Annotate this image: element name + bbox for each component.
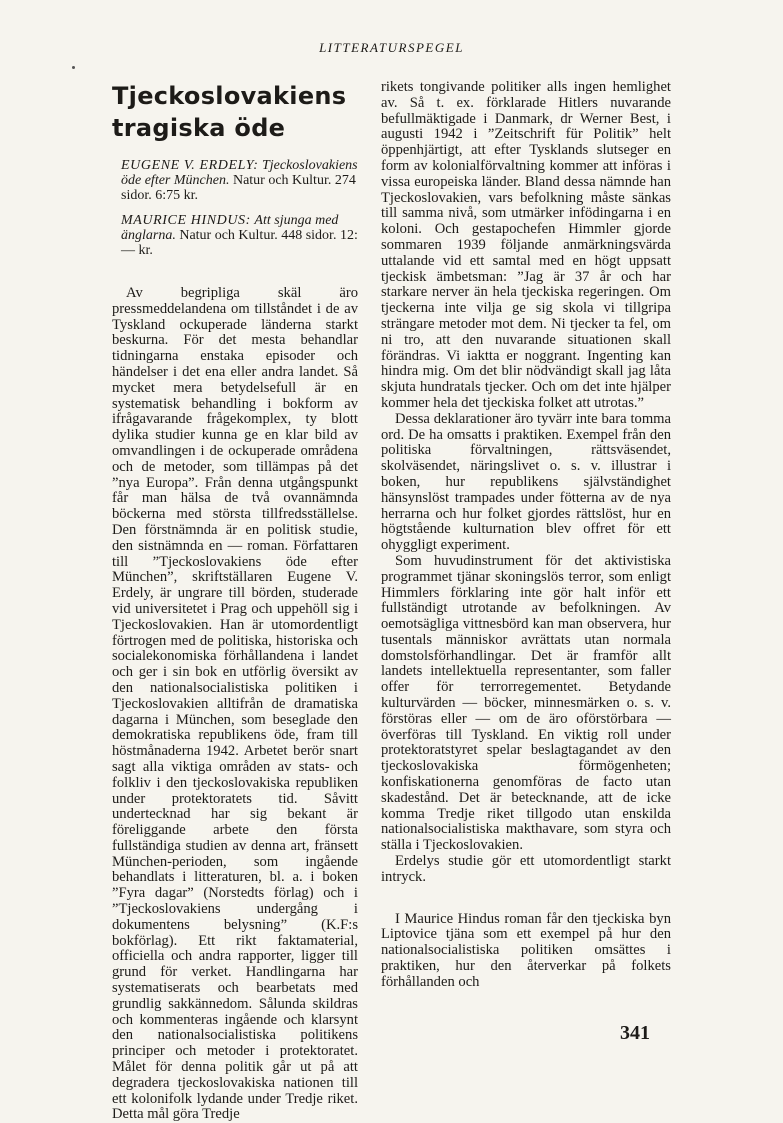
review-book-title: Tjeckoslovakiens öde efter München. bbox=[121, 158, 358, 188]
review-reference-2 bbox=[112, 213, 358, 258]
title-line-2: tragiska öde bbox=[112, 114, 286, 142]
page-number: 341 bbox=[620, 1022, 650, 1044]
body-paragraph: Som huvudinstrument för det aktivistiska programmet tjänar skoningslös terror, som enligt Himmlers förklaring inte gör halt inför ett fullständigt utrotande av befolkningen. Av oemotsägliga vittnesbörd kan man observera, hur tusentals människor avrättats utan normala domstolsförhandlingar. Det är framför allt landets intellektuella representanter, som faller offer för terrorregementet. Betydande kulturvärden — böcker, minnesmärken o. s. v. förstöras eller — om de äro oförstörbara — överföras till Tyskland. En viktig roll under protektoratstyret spelar beslagtagandet av den tjeckoslovakiska förmögenheten; konfiskationerna genomföras de facto utan skadestånd. Det är betecknande, att de icke komma Tredje riket tillgodo utan enskilda nationalsocialistiska makthavare, som styra och ställa i Tjeckoslovakien. bbox=[381, 552, 671, 854]
review-author: MAURICE HINDUS: bbox=[121, 213, 251, 228]
running-head: LITTERATURSPEGEL bbox=[319, 40, 464, 55]
review-details: Natur och Kultur. 274 sidor. 6:75 kr. bbox=[121, 173, 356, 203]
body-paragraph: I Maurice Hindus roman får den tjeckiska byn Liptovice tjäna som ett exempel på hur den nationalsocialistiska politiken omsättes i praktiken, hur den återverkar på folkets förhållanden och bbox=[381, 910, 671, 990]
review-author: EUGENE V. ERDELY: bbox=[121, 158, 259, 173]
print-speck bbox=[72, 66, 75, 69]
left-column bbox=[112, 80, 358, 1123]
body-paragraph: Erdelys studie gör ett utomordentligt starkt intryck. bbox=[381, 853, 671, 885]
right-column bbox=[381, 80, 671, 991]
body-paragraph: Av begripliga skäl äro pressmeddelandena om tillståndet i de av Tyskland ockuperade länderna starkt beskurna. För det mesta behandlar tidningarna enstaka episoder och händelser i det ena eller andra landet. Så mycket mera betydelsefull är en systematisk behandling i bokform av ifrågavarande frågekomplex, ty blott dylika studier kunna ge en klar bild av omvandlingen i de ockuperade områdena och de metoder, som tillämpas på det ”nya Europa”. Från denna utgångspunkt får man hälsa de två ovannämnda böckerna med största tillfredsställelse. Den förstnämnda är en politisk studie, den sistnämnda en — roman. Författaren till ”Tjeckoslovakiens öde efter München”, skriftställaren Eugene V. Erdely, är ungrare till börden, studerade vid universitetet i Prag och uppehöll sig i Tjeckoslovakien. Han är utomordentligt förtrogen med de politiska, historiska och socialekonomiska förhållandena i landet och ger i sin bok en utförlig översikt av den nationalsocialistiska politiken i Tjeckoslovakien alltifrån de dramatiska dagarna i München, som beseglade den demokratiska republikens öde, fram till höstmånaderna 1942. Arbetet berör snart sagt alla viktiga områden av stats- och folkliv i den tjeckoslovakiska republiken under protektoratets tid. Såvitt undertecknad har sig bekant är föreliggande arbete den första fullständiga studien av denna art, fränsett München-perioden, som ingående behandlats i litteraturen, bl. a. i boken ”Fyra dagar” (Norstedts förlag) och i ”Tjeckoslovakiens undergång i dokumentens belysning” (K.F:s bokförlag). Ett rikt faktamaterial, officiella och andra rapporter, ligger till grund för verket. Handlingarna har systematiserats och bearbetats med grundlig sakkännedom. Sålunda skildras och kommenteras ingående och klarsynt den nationalsocialistiska politikens principer och metoder i protektoratet. Målet för denna politik går ut på att degradera tjeckoslovakiska nationen till ett kolonifolk lydande under Tredje riket. Detta mål göra Tredje bbox=[112, 285, 358, 1123]
body-paragraph: rikets tongivande politiker alls ingen hemlighet av. Så t. ex. förklarade Hitlers nuvarande befullmäktigade i Danmark, dr Werner Best, i augusti 1942 i ”Zeitschrift für Politik” helt öppenhjärtigt, att efter Tysklands slutseger en form av kolonialförvaltning kommer att införas i vissa europeiska länder. Bland dessa nämnde han Tjeckoslovakien, vars befolkning måste sänkas till samma nivå, som utmärker infödingarna i en koloni. Och gestapochefen Himmler gjorde sommaren 1939 följande anmärkningsvärda uttalande vid ett samtal med en högt uppsatt tjeckisk ämbetsman: ”Jag är 37 år och har starkare nerver än hela tjeckiska regeringen. Om tjeckerna inte vilja ge sig skola vi tillgripa strängare metoder mot dem. Ni tjecker ta fel, om ni tro, att den nuvarande situationen skall förändras. Vi iaktta er noggrant. Ingenting kan hindra mig. Om det blir nödvändigt skall jag låta skjuta hundratals tjecker. Och om det inte hjälper kommer hela det tjeckiska folket att utrotas.” bbox=[381, 79, 671, 411]
body-paragraph: Dessa deklarationer äro tyvärr inte bara tomma ord. De ha omsatts i praktiken. Exempel från den politiska förvaltningen, rättsväsendet, skolväsendet, näringslivet o. s. v. illustrar i boken, hur republikens självständighet hänsynslöst trampades under fötterna av de nya herrarna och hur folket gjordes rättslöst, hur en högtstående kulturnation blev offret för ett ohyggligt experiment. bbox=[381, 410, 671, 554]
article-title bbox=[112, 80, 358, 144]
review-book-title: Att sjunga med änglarna. bbox=[121, 213, 339, 243]
review-details: Natur och Kultur. 448 sidor. 12:— kr. bbox=[121, 228, 358, 258]
title-line-1: Tjeckoslovakiens bbox=[112, 82, 347, 110]
review-reference-1 bbox=[112, 158, 358, 203]
